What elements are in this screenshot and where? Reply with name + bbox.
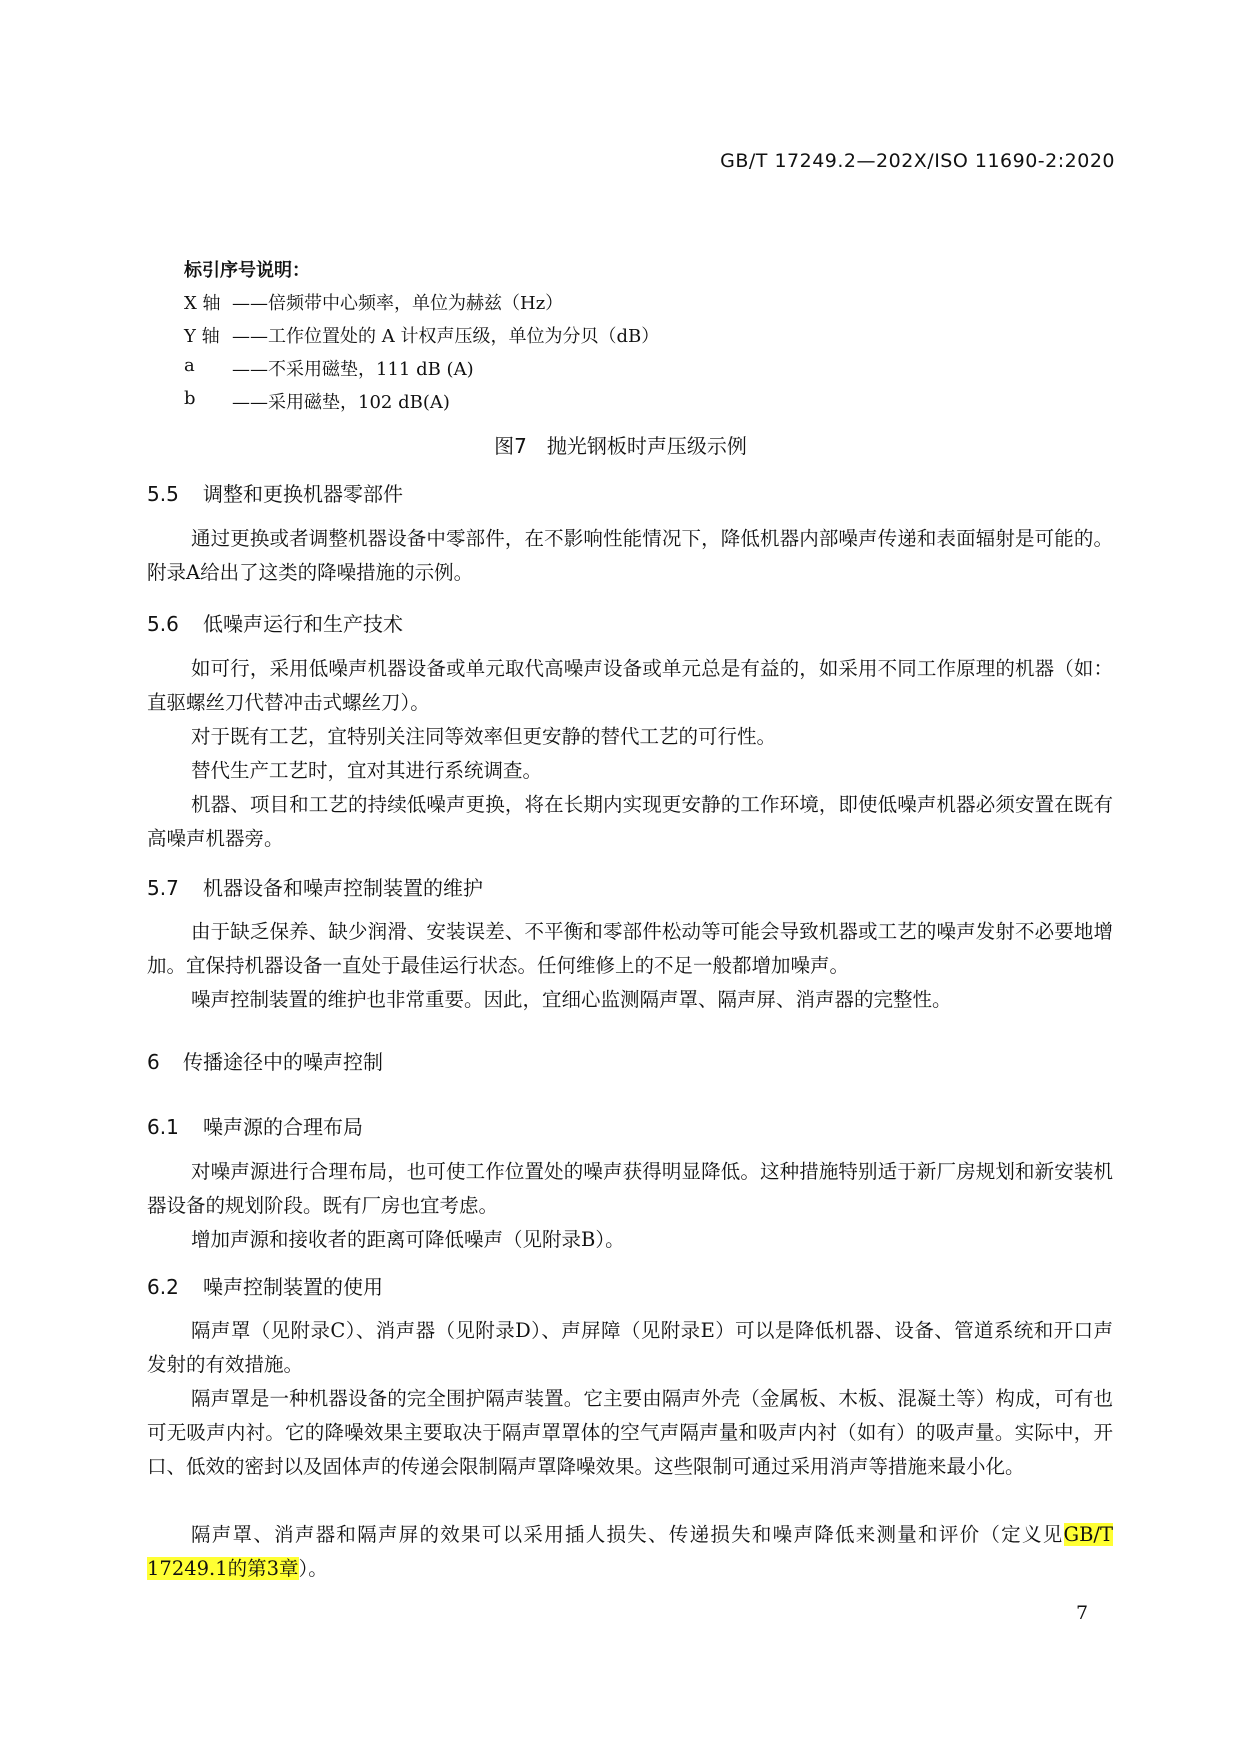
section-heading-5-5 [147, 478, 403, 507]
paragraph: 替代生产工艺时，宜对其进行系统调查。 [191, 759, 543, 782]
highlighted-reference-link[interactable]: GB/T 17249.1的第3章 [147, 1523, 1113, 1580]
section-number: 6.1 [147, 1115, 179, 1139]
paragraph: 对噪声源进行合理布局，也可使工作位置处的噪声获得明显降低。这种措施特别适于新厂房规划和新安装机器设备的规划阶段。既有厂房也宜考虑。 [147, 1160, 1113, 1217]
paragraph: 如可行，采用低噪声机器设备或单元取代高噪声设备或单元总是有益的，如采用不同工作原理的机器（如：直驱螺丝刀代替冲击式螺丝刀）。 [147, 657, 1113, 714]
figure-caption: 图7 抛光钢板时声压级示例 [494, 434, 747, 458]
legend-item [184, 388, 659, 421]
legend-key: a [184, 355, 195, 376]
legend-desc: ——采用磁垫，102 dB(A) [232, 392, 450, 413]
section-number: 5.6 [147, 612, 179, 636]
figure-legend [184, 256, 659, 421]
section-number: 5.7 [147, 876, 179, 900]
section-heading-5-6 [147, 608, 403, 637]
paragraph: 隔声罩是一种机器设备的完全围护隔声装置。它主要由隔声外壳（金属板、木板、混凝土等）构成，可有也可无吸声内衬。它的降噪效果主要取决于隔声罩罩体的空气声隔声量和吸声内衬（如有）的吸声量。实际中，开口、低效的密封以及固体声的传递会限制隔声罩降噪效果。这些限制可通过采用消声等措施来最小化。 [147, 1387, 1113, 1478]
paragraph: 对于既有工艺，宜特别关注同等效率但更安静的替代工艺的可行性。 [191, 725, 777, 748]
page-number: 7 [1076, 1602, 1089, 1624]
section-title: 传播途径中的噪声控制 [183, 1050, 383, 1074]
section-number: 6 [147, 1050, 160, 1074]
legend-item [184, 289, 659, 322]
paragraph [147, 1518, 1113, 1586]
section-title: 噪声源的合理布局 [203, 1115, 363, 1139]
paragraph: 增加声源和接收者的距离可降低噪声（见附录B）。 [191, 1228, 625, 1251]
legend-desc: ——不采用磁垫，111 dB (A) [232, 359, 474, 380]
section-title: 机器设备和噪声控制装置的维护 [203, 876, 483, 900]
legend-key: b [184, 388, 196, 409]
legend-key: Y 轴 [184, 326, 220, 347]
legend-item [184, 322, 659, 355]
paragraph: 隔声罩（见附录C）、消声器（见附录D）、声屏障（见附录E）可以是降低机器、设备、管道系统和开口声发射的有效措施。 [147, 1319, 1113, 1376]
paragraph-text-end: ）。 [298, 1557, 328, 1580]
section-number: 6.2 [147, 1275, 179, 1299]
legend-desc: ——倍频带中心频率，单位为赫兹（Hz） [232, 293, 564, 314]
section-heading-6-1 [147, 1111, 363, 1140]
section-number: 5.5 [147, 482, 179, 506]
paragraph: 由于缺乏保养、缺少润滑、安装误差、不平衡和零部件松动等可能会导致机器或工艺的噪声发射不必要地增加。宜保持机器设备一直处于最佳运行状态。任何维修上的不足一般都增加噪声。 [147, 920, 1113, 977]
section-heading-6-2 [147, 1271, 383, 1300]
legend-desc: ——工作位置处的 A 计权声压级，单位为分贝（dB） [232, 326, 660, 347]
chapter-heading-6 [147, 1046, 383, 1075]
section-title: 低噪声运行和生产技术 [203, 612, 403, 636]
legend-title: 标引序号说明： [184, 260, 310, 281]
paragraph: 通过更换或者调整机器设备中零部件，在不影响性能情况下，降低机器内部噪声传递和表面辐射是可能的。附录A给出了这类的降噪措施的示例。 [147, 527, 1113, 584]
legend-item [184, 355, 659, 388]
legend-key: X 轴 [184, 293, 221, 314]
paragraph: 机器、项目和工艺的持续低噪声更换，将在长期内实现更安静的工作环境，即使低噪声机器必须安置在既有高噪声机器旁。 [147, 793, 1113, 850]
section-title: 调整和更换机器零部件 [203, 482, 403, 506]
document-code-header: GB/T 17249.2—202X/ISO 11690-2:2020 [720, 150, 1115, 172]
section-heading-5-7 [147, 872, 483, 901]
section-title: 噪声控制装置的使用 [203, 1275, 383, 1299]
paragraph-text: 隔声罩、消声器和隔声屏的效果可以采用插人损失、传递损失和噪声降低来测量和评价（定义见 [191, 1523, 1064, 1546]
paragraph: 噪声控制装置的维护也非常重要。因此，宜细心监测隔声罩、隔声屏、消声器的完整性。 [191, 988, 952, 1011]
